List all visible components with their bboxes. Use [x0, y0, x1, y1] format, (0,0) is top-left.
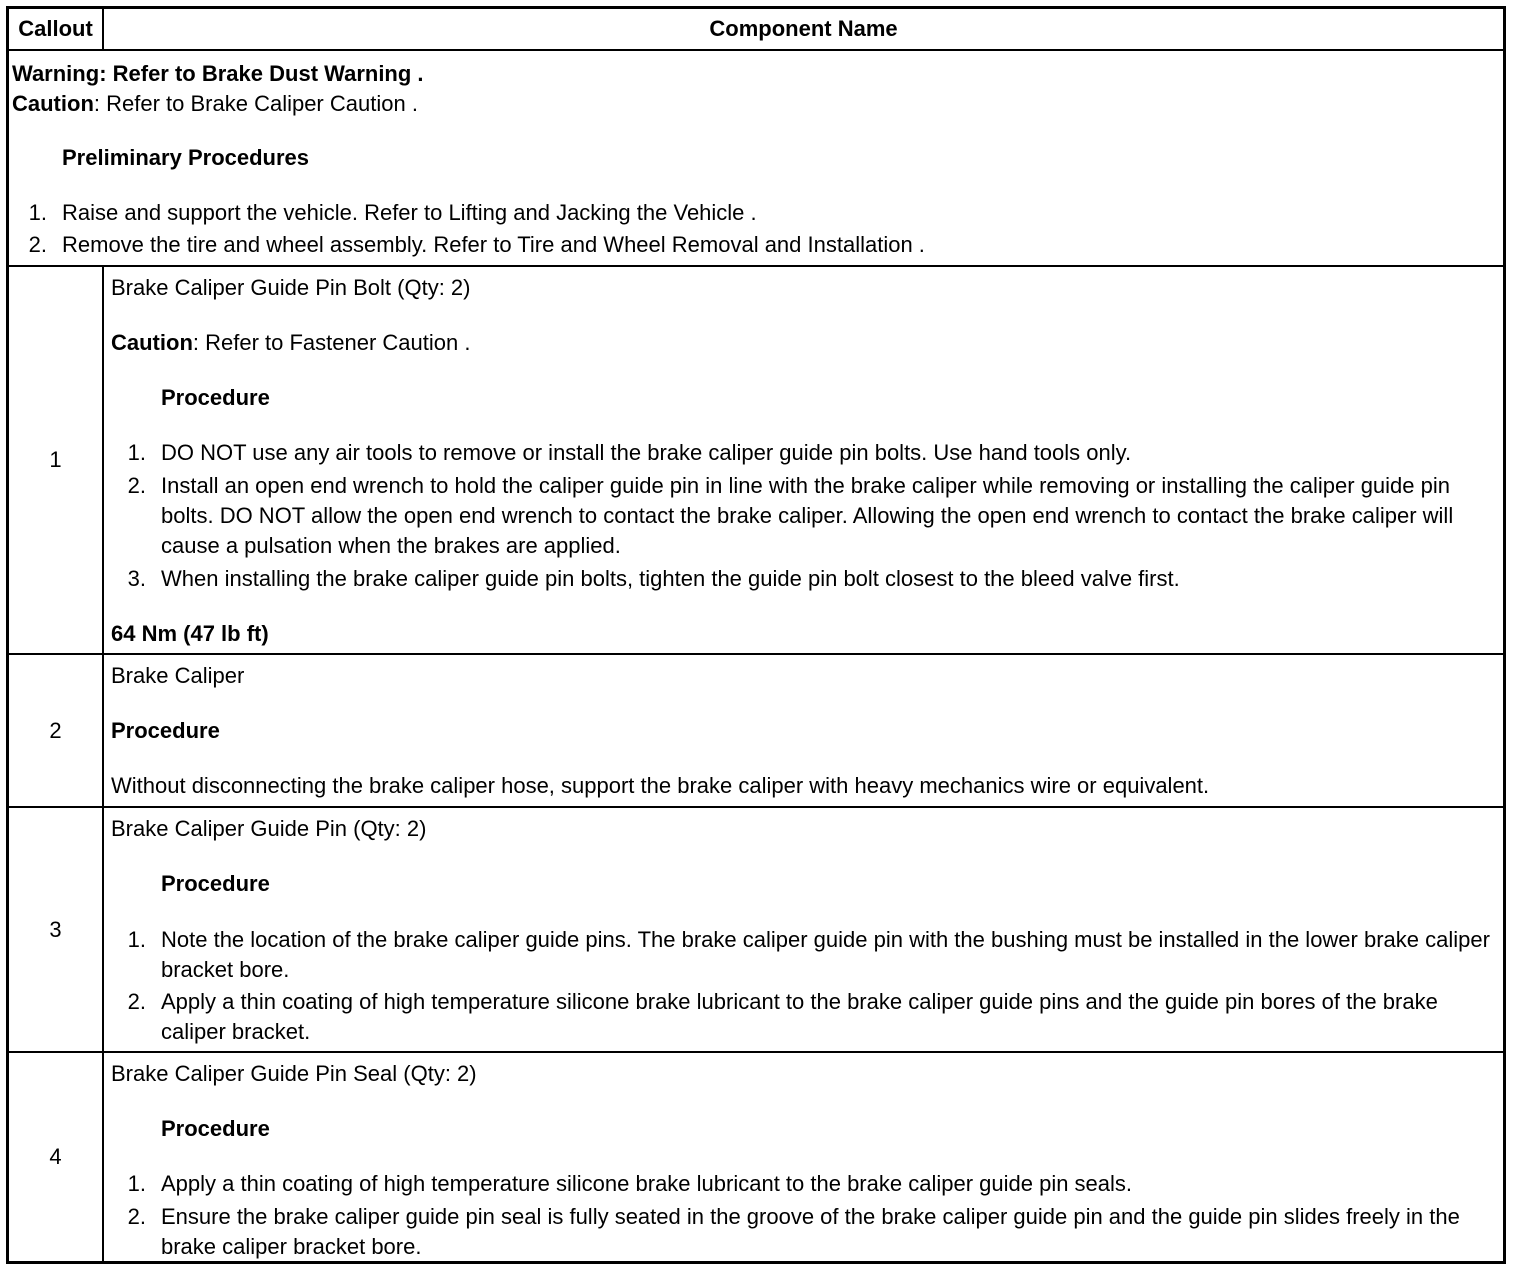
step-number: 1.	[127, 927, 146, 952]
warning-line	[12, 59, 424, 89]
component-cell	[104, 808, 1503, 1051]
step-text: Raise and support the vehicle. Refer to Lifting and Jacking the Vehicle .	[62, 200, 757, 225]
warning-text: : Refer to Brake Dust Warning .	[99, 61, 424, 86]
step-text: Remove the tire and wheel assembly. Refer to Tire and Wheel Removal and Installation .	[62, 232, 925, 257]
torque-spec: 64 Nm (47 lb ft)	[111, 621, 269, 646]
step-text: Ensure the brake caliper guide pin seal is fully seated in the groove of the brake caliper guide pin and the guide pin slides freely in the brake caliper bracket bore.	[161, 1204, 1460, 1259]
step-number: 2.	[127, 989, 146, 1014]
procedure-title: Procedure	[161, 1116, 270, 1141]
callout-number: 1	[9, 267, 104, 653]
step-number: 2.	[127, 1204, 146, 1229]
caution-label: Caution	[111, 330, 193, 355]
step-text: DO NOT use any air tools to remove or install the brake caliper guide pin bolts. Use hand tools only.	[161, 440, 1132, 465]
step-text: Apply a thin coating of high temperature silicone brake lubricant to the brake caliper guide pin seals.	[161, 1171, 1133, 1196]
procedure-title: Procedure	[111, 718, 220, 743]
step-number: 3.	[127, 566, 146, 591]
component-name-header: Component Name	[709, 16, 898, 41]
warning-label: Warning	[12, 61, 100, 86]
table-row	[9, 1053, 1503, 1261]
procedure-title: Procedure	[161, 385, 270, 410]
callout-number: 4	[9, 1053, 104, 1261]
component-cell	[104, 267, 1503, 653]
component-name: Brake Caliper Guide Pin Seal (Qty: 2)	[111, 1061, 477, 1086]
preliminary-procedures-title: Preliminary Procedures	[62, 145, 310, 170]
component-name: Brake Caliper	[111, 663, 245, 688]
component-name: Brake Caliper Guide Pin Bolt (Qty: 2)	[111, 275, 471, 300]
step-number: 1.	[28, 200, 47, 225]
callout-number: 3	[9, 808, 104, 1051]
caution-line	[12, 89, 418, 119]
step-text: Apply a thin coating of high temperature silicone brake lubricant to the brake caliper guide pins and the guide pin bores of the brake caliper bracket.	[161, 989, 1438, 1044]
procedure-title: Procedure	[161, 871, 270, 896]
step-text: When installing the brake caliper guide pin bolts, tighten the guide pin bolt closest to the bleed valve first.	[161, 566, 1180, 591]
callout-number: 2	[9, 655, 104, 806]
table-row	[9, 655, 1503, 808]
component-table	[6, 6, 1506, 1264]
caution-text: : Refer to Fastener Caution .	[192, 330, 471, 355]
callout-header: Callout	[9, 9, 104, 49]
caution-text: : Refer to Brake Caliper Caution .	[93, 91, 418, 116]
step-text: Install an open end wrench to hold the caliper guide pin in line with the brake caliper while removing or installing the caliper guide pin bolts. DO NOT allow the open end wrench to contact the brake caliper. Allowing the open end wrench to contact the brake caliper will cause a pulsation when the brakes are applied.	[161, 473, 1454, 558]
intro-row	[9, 51, 1503, 267]
caution-line	[111, 328, 470, 358]
procedure-text: Without disconnecting the brake caliper hose, support the brake caliper with heavy mechanics wire or equivalent.	[111, 773, 1210, 798]
component-cell	[104, 1053, 1503, 1261]
step-number: 2.	[127, 473, 146, 498]
caution-label: Caution	[12, 91, 94, 116]
step-number: 1.	[127, 1171, 146, 1196]
table-row	[9, 808, 1503, 1053]
table-header-row	[9, 9, 1503, 51]
component-cell	[104, 655, 1503, 806]
table-row	[9, 267, 1503, 655]
step-number: 2.	[28, 232, 47, 257]
step-text: Note the location of the brake caliper guide pins. The brake caliper guide pin with the bushing must be installed in the lower brake caliper bracket bore.	[161, 927, 1490, 982]
step-number: 1.	[127, 440, 146, 465]
component-name: Brake Caliper Guide Pin (Qty: 2)	[111, 816, 427, 841]
